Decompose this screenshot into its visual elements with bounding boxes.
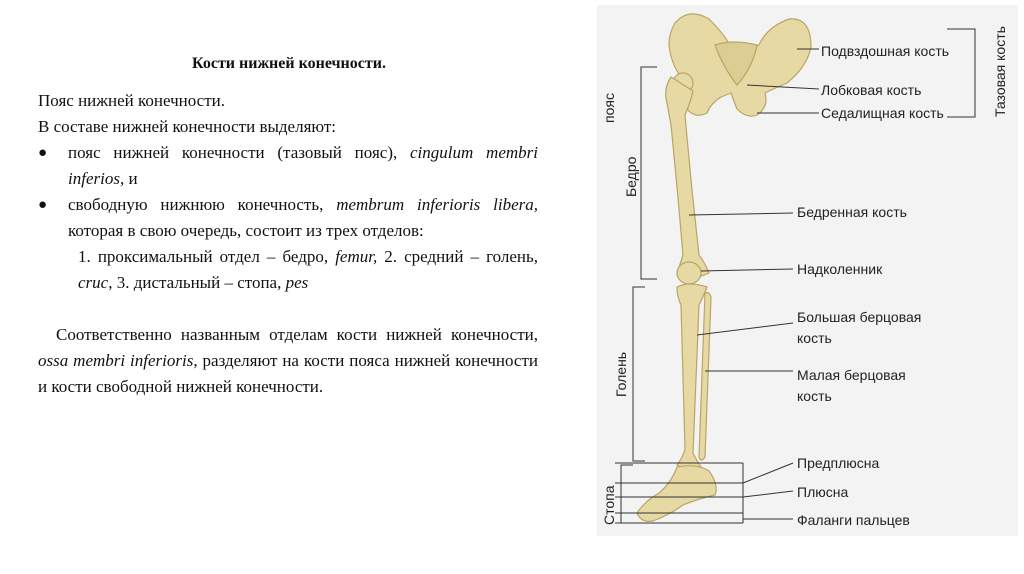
bullet-girdle: ● пояс нижней конечности (тазовый пояс), cingulum membri inferios, и <box>38 140 538 192</box>
fibula-bone <box>699 293 711 461</box>
label-femur: Бедренная кость <box>797 204 907 220</box>
page-title: Кости нижней конечности. <box>192 55 386 72</box>
label-metatarsus: Плюсна <box>797 484 849 500</box>
latin-term: cruc <box>78 273 109 292</box>
bullet-free-limb: ● свободную нижнюю конечность, membrum inferioris libera, которая в свою очередь, состоит из трех отделов: <box>38 192 538 244</box>
leg-skeleton-figure <box>597 5 1018 536</box>
group-label-girdle: пояс <box>601 93 617 123</box>
latin-term: cingulum membri inferios <box>68 143 538 188</box>
bullet-icon: ● <box>38 197 48 213</box>
patella-bone <box>677 262 701 284</box>
group-label-pelvis: Тазовая кость <box>992 26 1008 117</box>
label-ischium: Седалищная кость <box>821 105 944 121</box>
label-pubis: Лобковая кость <box>821 82 922 98</box>
label-fibula: Малая берцовая кость <box>797 367 906 404</box>
sections-list: 1. проксимальный отдел – бедро, femur, 2. средний – голень, cruc, 3. дистальный – стопа, pes <box>78 247 539 292</box>
composition-line: В составе нижней конечности выделяют: <box>38 117 337 136</box>
label-tibia: Большая берцовая кость <box>797 309 922 346</box>
group-label-thigh: Бедро <box>623 156 639 197</box>
intro-line: Пояс нижней конечности. <box>38 91 226 110</box>
summary-paragraph: Соответственно названным отделам кости нижней конечности, ossa membri inferioris, разделяют на кости пояса нижней конечности и кости свободной нижней конечности. <box>38 325 538 396</box>
main-text <box>38 88 538 400</box>
label-tarsus: Предплюсна <box>797 455 880 471</box>
label-phalanges: Фаланги пальцев <box>797 512 910 528</box>
latin-term: membrum inferioris libera, <box>336 195 538 214</box>
latin-term: femur, <box>335 247 378 266</box>
bullet-icon: ● <box>38 145 48 161</box>
latin-term: pes <box>285 273 309 292</box>
label-patella: Надколенник <box>797 261 883 277</box>
latin-term: ossa membri inferioris <box>38 351 194 370</box>
group-label-shin: Голень <box>613 351 629 397</box>
label-ilium: Подвздошная кость <box>821 43 950 59</box>
group-label-foot: Стопа <box>601 485 617 525</box>
